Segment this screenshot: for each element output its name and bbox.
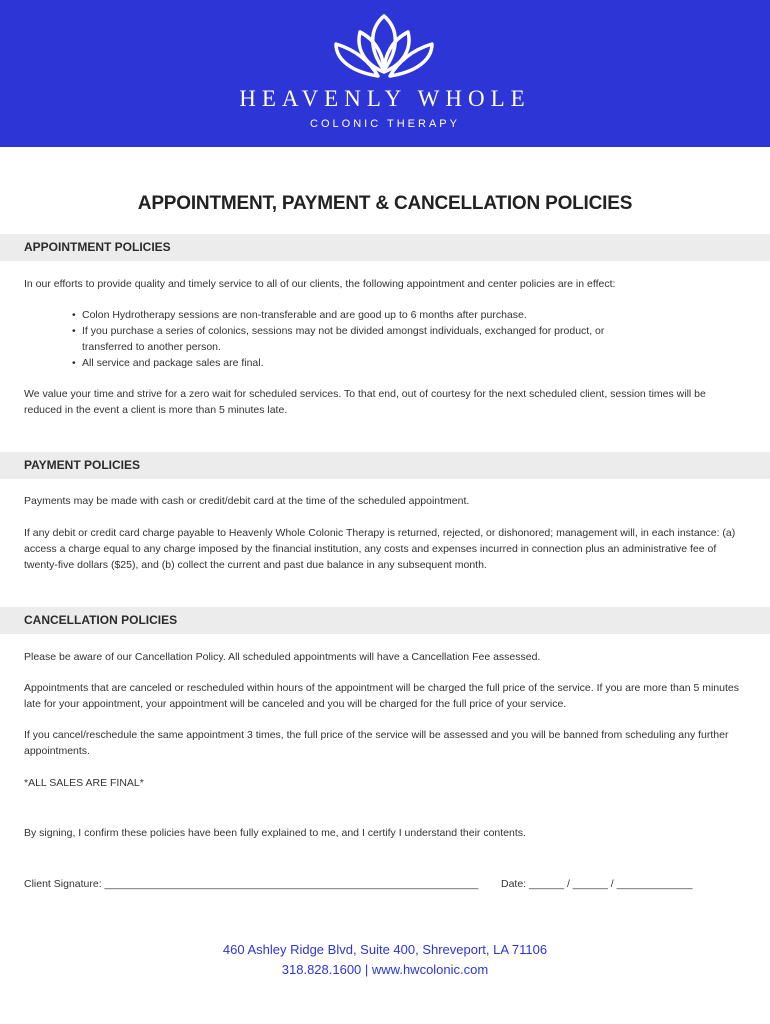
brand-header xyxy=(0,0,770,147)
confirmation-statement: By signing, I confirm these policies have been fully explained to me, and I certify I understand their contents. xyxy=(24,827,526,839)
returned-charge-text: If any debit or credit card charge payable to Heavenly Whole Colonic Therapy is returned, rejected, or dishonored; management will, in each instance: (a) access a charge equal to any charge imposed by the financial institution, any costs and expenses incurred in connection plus an administrative fee of twenty-five dollars ($25), and (b) collect the current and past due balance in any subsequent month. xyxy=(24,527,736,571)
cancellation-section-header xyxy=(0,607,770,634)
cancellation-heading: CANCELLATION POLICIES xyxy=(24,613,178,627)
date-line[interactable]: Date: ______ / ______ / _____________ xyxy=(501,878,693,890)
all-sales-final-text: *ALL SALES ARE FINAL* xyxy=(24,777,144,789)
client-signature-line[interactable]: Client Signature: ________________________________________________________________ xyxy=(24,878,479,890)
appointment-section-header xyxy=(0,234,770,261)
cancellation-fee-text: Please be aware of our Cancellation Policy. All scheduled appointments will have a Cancellation Fee assessed. xyxy=(24,651,541,663)
page-title: APPOINTMENT, PAYMENT & CANCELLATION POLICIES xyxy=(137,193,633,214)
payment-section-header xyxy=(0,452,770,479)
list-item: • All service and package sales are final. xyxy=(72,355,632,371)
footer-address: 460 Ashley Ridge Blvd, Suite 400, Shreveport, LA 71106 xyxy=(222,942,548,957)
brand-name: HEAVENLY WHOLE xyxy=(239,86,531,111)
repeat-cancellation-text: If you cancel/reschedule the same appointment 3 times, the full price of the service will be assessed and you will be banned from scheduling any further appointments. xyxy=(24,729,729,757)
appointment-heading: APPOINTMENT POLICIES xyxy=(24,240,171,254)
brand-subtitle: COLONIC THERAPY xyxy=(310,118,460,130)
payment-heading: PAYMENT POLICIES xyxy=(24,458,141,472)
late-policy-text: We value your time and strive for a zero wait for scheduled services. To that end, out of courtesy for the next scheduled client, session times will be reduced in the event a client is more than 5 minutes late. xyxy=(24,388,706,416)
appointment-intro: In our efforts to provide quality and timely service to all of our clients, the following appointment and center policies are in effect: xyxy=(24,278,616,290)
appointment-bullet-list xyxy=(72,307,632,371)
list-item: • If you purchase a series of colonics, sessions may not be divided amongst individuals, exchanged for product, or transferred to another person. xyxy=(72,323,632,355)
lotus-icon xyxy=(330,10,438,86)
payment-methods-text: Payments may be made with cash or credit/debit card at the time of the scheduled appointment. xyxy=(24,495,470,507)
footer-contact[interactable]: 318.828.1600 | www.hwcolonic.com xyxy=(281,962,489,977)
late-cancellation-text: Appointments that are canceled or rescheduled within hours of the appointment will be charged the full price of the service. If you are more than 5 minutes late for your appointment, your appointment will be canceled and you will be charged for the full price of your service. xyxy=(24,682,739,710)
list-item: • Colon Hydrotherapy sessions are non-transferable and are good up to 6 months after purchase. xyxy=(72,307,632,323)
